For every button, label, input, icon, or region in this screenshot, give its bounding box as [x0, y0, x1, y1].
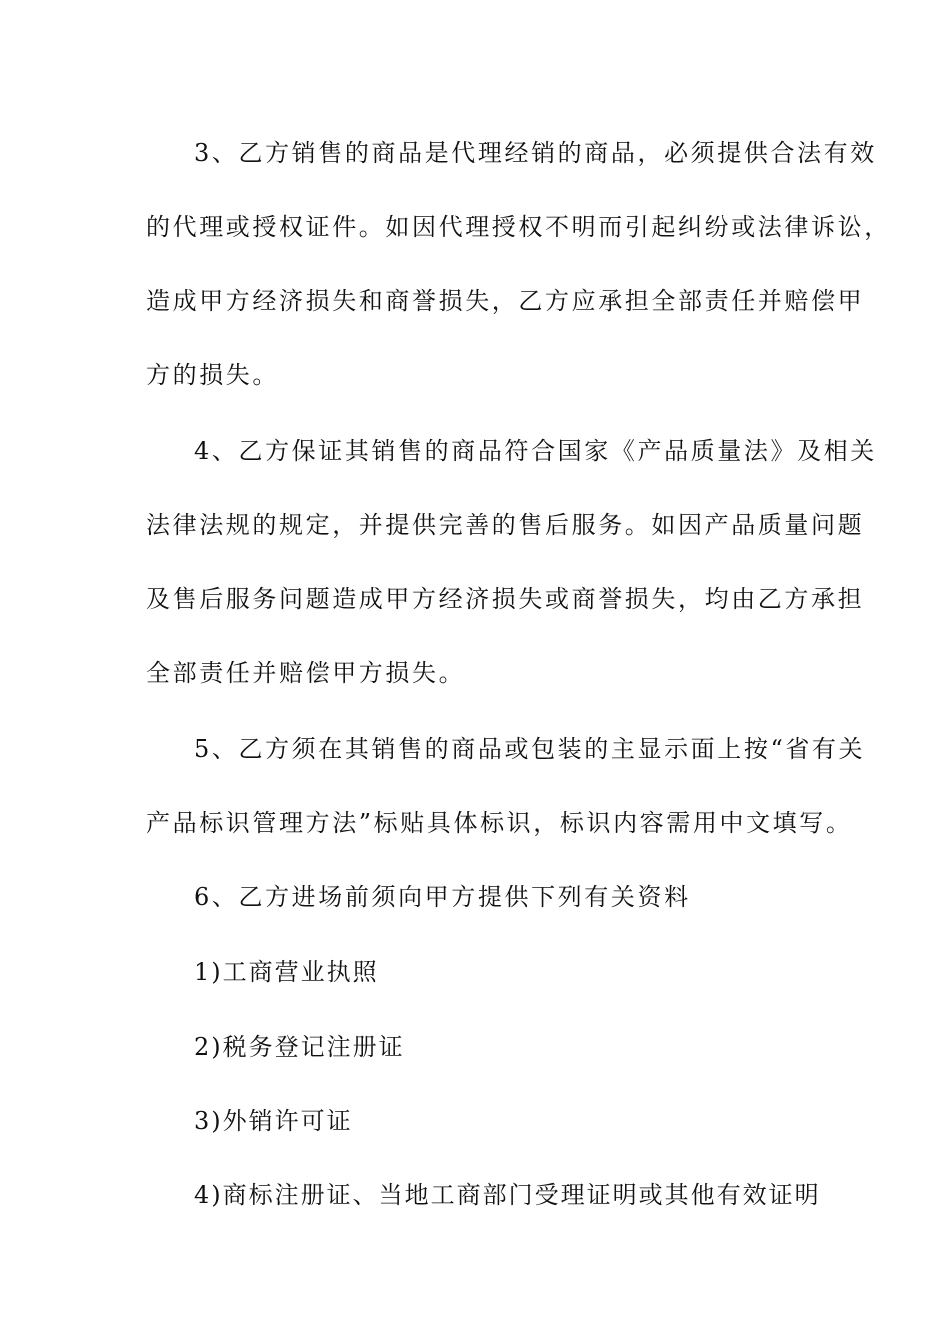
clause-3-line-1: 3、乙方销售的商品是代理经销的商品，必须提供合法有效 [194, 139, 877, 167]
clause-4-line-1: 4、乙方保证其销售的商品符合国家《产品质量法》及相关 [194, 437, 877, 465]
clause-3-line-4: 方的损失。 [146, 361, 279, 389]
clause-6-line-1: 6、乙方进场前须向甲方提供下列有关资料 [194, 883, 691, 911]
clause-5-line-1: 5、乙方须在其销售的商品或包装的主显示面上按“省有关 [194, 735, 866, 763]
clause-5-line-2: 产品标识管理方法”标贴具体标识，标识内容需用中文填写。 [146, 809, 853, 837]
clause-4-line-3: 及售后服务问题造成甲方经济损失或商誉损失，均由乙方承担 [146, 585, 865, 613]
list-item: 4)商标注册证、当地工商部门受理证明或其他有效证明 [194, 1181, 821, 1209]
list-item: 2)税务登记注册证 [194, 1033, 405, 1061]
clause-4-line-4: 全部责任并赔偿甲方损失。 [146, 659, 466, 687]
clause-4-line-2: 法律法规的规定，并提供完善的售后服务。如因产品质量问题 [146, 511, 865, 539]
list-item: 1)工商营业执照 [194, 958, 379, 986]
clause-3-line-2: 的代理或授权证件。如因代理授权不明而引起纠纷或法律诉讼， [146, 213, 891, 241]
list-item: 3)外销许可证 [194, 1107, 353, 1135]
clause-3-line-3: 造成甲方经济损失和商誉损失，乙方应承担全部责任并赔偿甲 [146, 287, 865, 315]
